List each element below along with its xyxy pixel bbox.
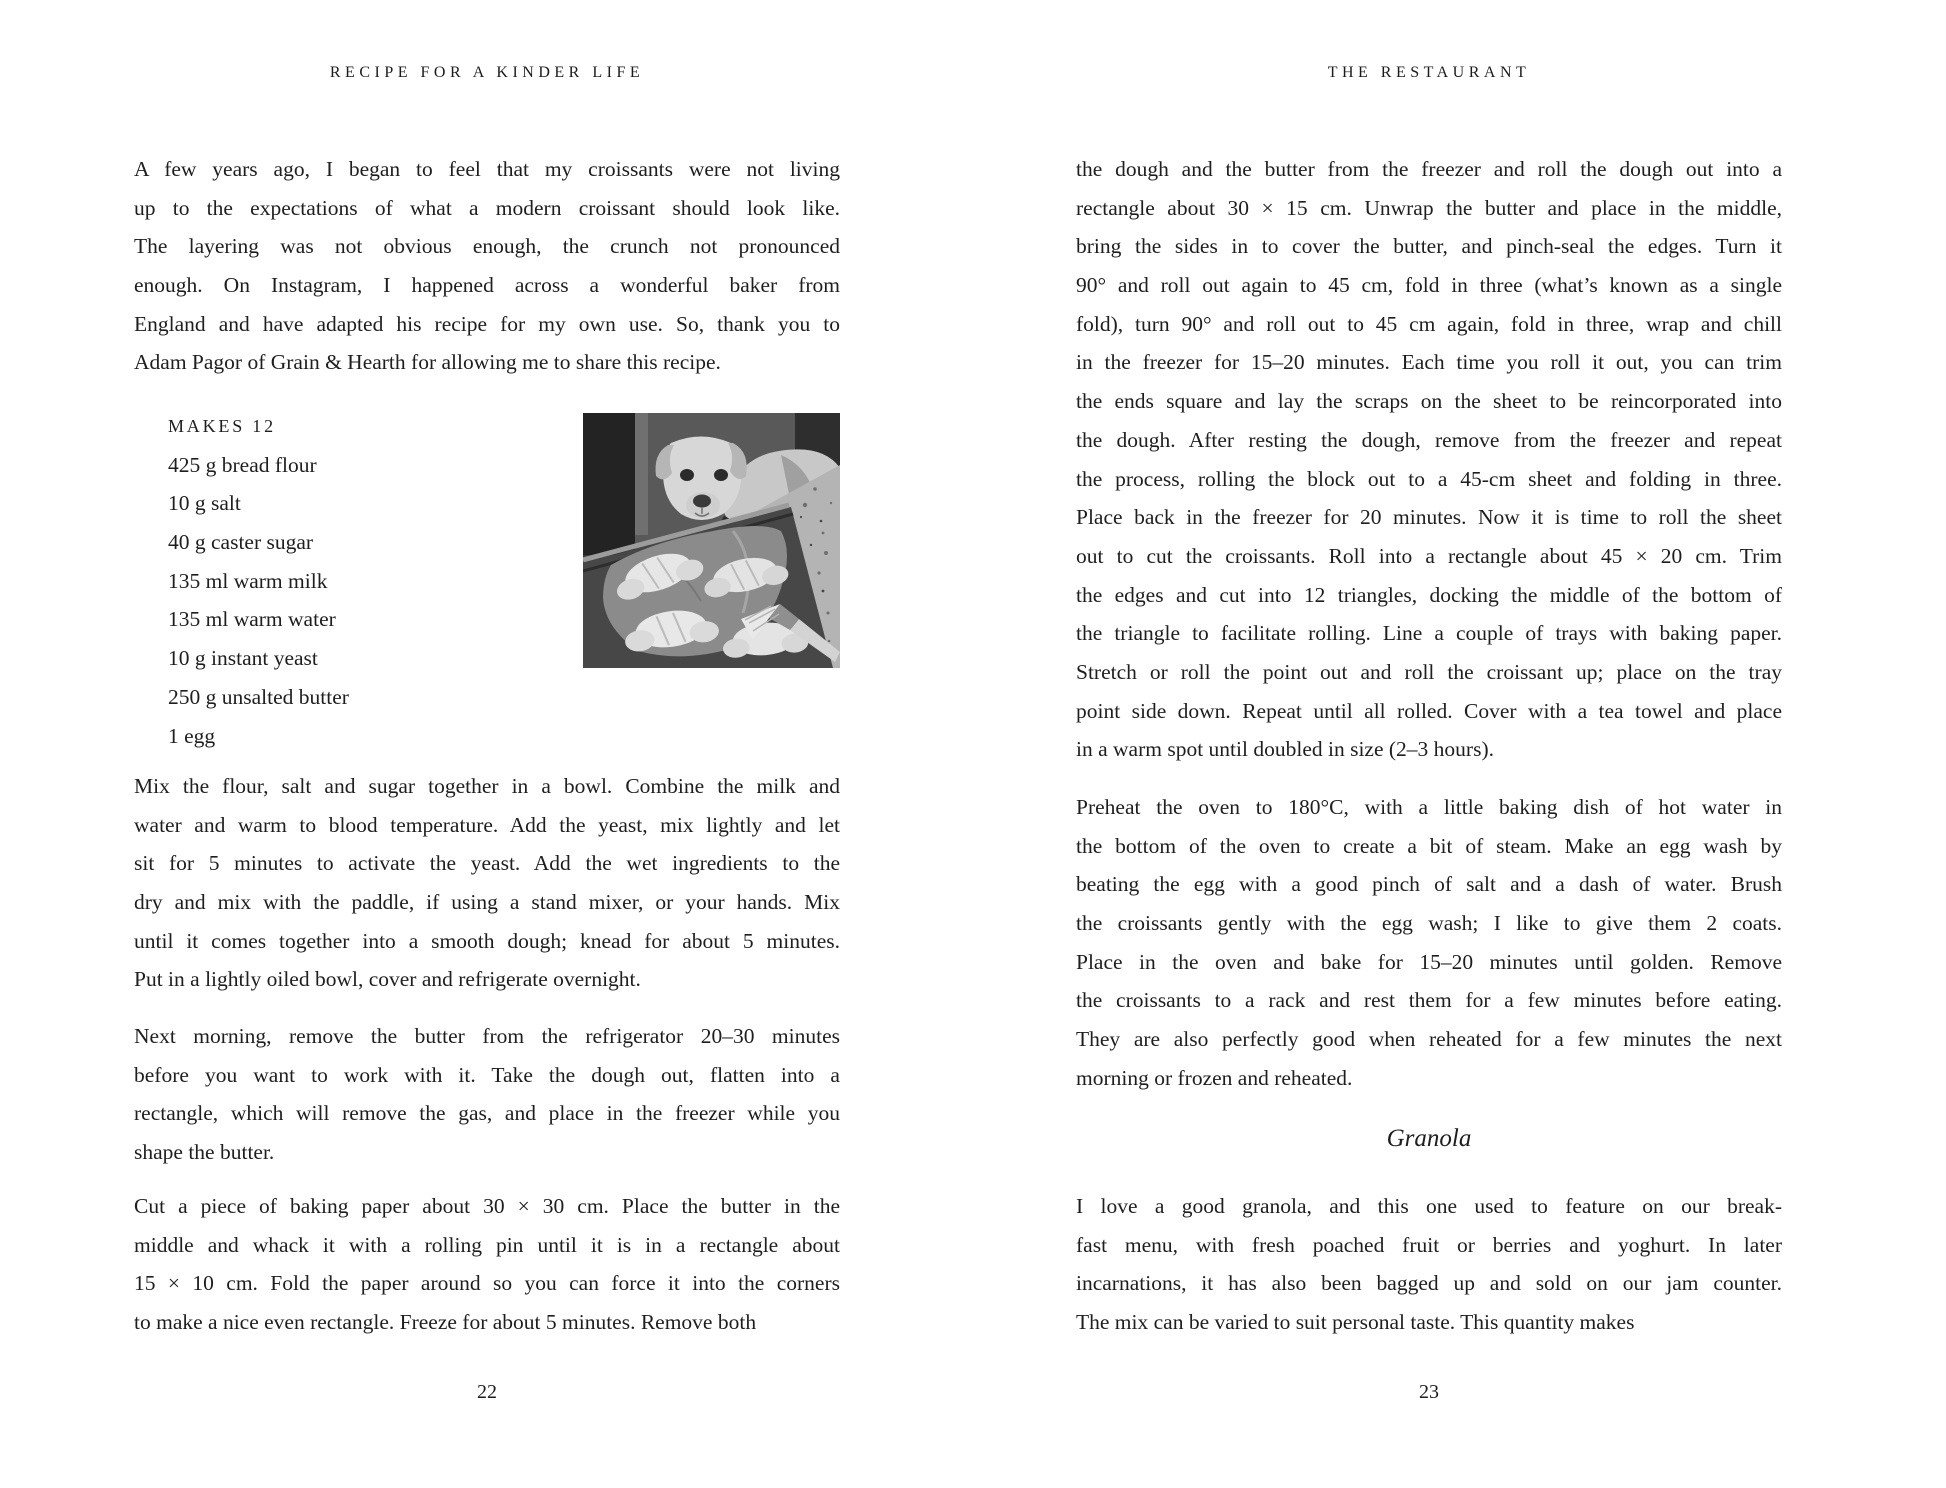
recipe-yield-label: MAKES 12: [168, 416, 276, 436]
text-line: rectangle, which will remove the gas, and place in the freezer while you: [134, 1101, 840, 1126]
text-line: 250 g unsalted butter: [168, 684, 349, 709]
text-line: 90° and roll out again to 45 cm, fold in three (what’s known as a single: [1076, 273, 1782, 298]
text-line: the croissants gently with the egg wash; I like to give them 2 coats.: [1076, 911, 1783, 936]
text-line: the dough and the butter from the freezer and roll the dough out into a: [1076, 157, 1782, 181]
text-line: The layering was not obvious enough, the crunch not pronounced: [134, 234, 841, 259]
text-line: Preheat the oven to 180°C, with a little baking dish of hot water in: [1076, 795, 1782, 819]
text-line: the process, rolling the block out to a 45-cm sheet and folding in three.: [1076, 466, 1782, 491]
intro-paragraph: [134, 150, 840, 382]
text-line: Stretch or roll the point out and roll the croissant up; place on the tray: [1076, 659, 1782, 684]
text-line: 10 g instant yeast: [168, 646, 318, 671]
text-line: incarnations, it has also been bagged up and sold on our jam counter.: [1076, 1271, 1782, 1296]
text-line: Cut a piece of baking paper about 30 × 30 cm. Place the butter in the: [134, 1194, 840, 1218]
text-line: out to cut the croissants. Roll into a rectangle about 45 × 20 cm. Trim: [1076, 543, 1782, 568]
text-line: Place in the oven and bake for 15–20 minutes until golden. Remove: [1076, 949, 1782, 974]
text-line: point side down. Repeat until all rolled. Cover with a tea towel and place: [1076, 698, 1782, 723]
text-line: in the freezer for 15–20 minutes. Each time you roll it out, you can trim: [1076, 350, 1782, 375]
text-line: the bottom of the oven to create a bit of steam. Make an egg wash by: [1076, 833, 1782, 858]
right-running-head: THE RESTAURANT: [1327, 64, 1531, 81]
text-line: the dough. After resting the dough, remove from the freezer and repeat: [1076, 427, 1782, 452]
text-line: the ends square and lay the scraps on the sheet to be reincorporated into: [1076, 389, 1783, 414]
text-line: up to the expectations of what a modern croissant should look like.: [134, 195, 840, 220]
ingredient-list: [168, 446, 598, 756]
text-line: The mix can be varied to suit personal taste. This quantity makes: [1076, 1310, 1635, 1335]
text-line: 1 egg: [168, 723, 216, 748]
text-line: 135 ml warm water: [168, 607, 336, 632]
granola-section-heading: Granola: [1386, 1125, 1472, 1152]
text-line: Adam Pagor of Grain & Hearth for allowing me to share this recipe.: [134, 350, 721, 375]
method-paragraph-3: [134, 1187, 840, 1342]
text-line: Next morning, remove the butter from the refrigerator 20–30 minutes: [134, 1024, 840, 1048]
text-line: Put in a lightly oiled bowl, cover and refrigerate overnight.: [134, 967, 641, 992]
method-paragraph-5: [1076, 788, 1782, 1098]
text-line: 135 ml warm milk: [168, 568, 328, 593]
method-paragraph-4: [1076, 150, 1782, 769]
method-paragraph-2: [134, 1017, 840, 1172]
text-line: rectangle about 30 × 15 cm. Unwrap the butter and place in the middle,: [1076, 195, 1783, 220]
granola-intro-paragraph: [1076, 1187, 1782, 1342]
text-line: bring the sides in to cover the butter, and pinch-seal the edges. Turn it: [1076, 234, 1782, 259]
text-line: A few years ago, I began to feel that my croissants were not living: [134, 157, 840, 181]
text-line: the croissants to a rack and rest them for a few minutes before eating.: [1076, 988, 1782, 1013]
text-line: 40 g caster sugar: [168, 530, 314, 555]
left-page-number: 22: [477, 1381, 497, 1403]
text-line: the edges and cut into 12 triangles, docking the middle of the bottom of: [1076, 582, 1782, 607]
text-line: before you want to work with it. Take the dough out, flatten into a: [134, 1062, 840, 1087]
text-line: dry and mix with the paddle, if using a stand mixer, or your hands. Mix: [134, 890, 840, 915]
text-line: 425 g bread flour: [168, 452, 317, 477]
text-line: Place back in the freezer for 20 minutes. Now it is time to roll the sheet: [1076, 505, 1782, 530]
text-line: water and warm to blood temperature. Add the yeast, mix lightly and let: [134, 812, 840, 837]
right-page-number: 23: [1419, 1381, 1439, 1403]
text-line: fold), turn 90° and roll out to 45 cm again, fold in three, wrap and chill: [1076, 311, 1782, 336]
text-line: 10 g salt: [168, 491, 241, 516]
text-line: They are also perfectly good when reheated for a few minutes the next: [1076, 1027, 1782, 1052]
text-line: England and have adapted his recipe for my own use. So, thank you to: [134, 311, 841, 336]
text-line: enough. On Instagram, I happened across a wonderful baker from: [134, 273, 840, 298]
left-running-head: RECIPE FOR A KINDER LIFE: [329, 64, 645, 81]
text-line: I love a good granola, and this one used to feature on our break-: [1076, 1194, 1782, 1218]
croissants-photo: [583, 413, 840, 668]
text-line: middle and whack it with a rolling pin until it is in a rectangle about: [134, 1232, 840, 1257]
text-line: fast menu, with fresh poached fruit or berries and yoghurt. In later: [1076, 1232, 1782, 1257]
text-line: morning or frozen and reheated.: [1076, 1065, 1353, 1090]
text-line: sit for 5 minutes to activate the yeast. Add the wet ingredients to the: [134, 851, 841, 876]
text-line: beating the egg with a good pinch of salt and a dash of water. Brush: [1076, 872, 1782, 897]
croissants-photo-graphic: [583, 413, 840, 668]
method-paragraph-1: [134, 767, 840, 999]
text-line: in a warm spot until doubled in size (2–3 hours).: [1076, 737, 1494, 762]
text-line: shape the butter.: [134, 1140, 275, 1165]
recipe-ingredients-block: [168, 407, 598, 755]
text-line: Mix the flour, salt and sugar together in a bowl. Combine the milk and: [134, 774, 840, 798]
text-line: until it comes together into a smooth dough; knead for about 5 minutes.: [134, 928, 840, 953]
text-line: 15 × 10 cm. Fold the paper around so you can force it into the corners: [134, 1271, 840, 1296]
text-line: the triangle to facilitate rolling. Line a couple of trays with baking paper.: [1076, 621, 1782, 646]
text-line: to make a nice even rectangle. Freeze for about 5 minutes. Remove both: [134, 1310, 757, 1335]
